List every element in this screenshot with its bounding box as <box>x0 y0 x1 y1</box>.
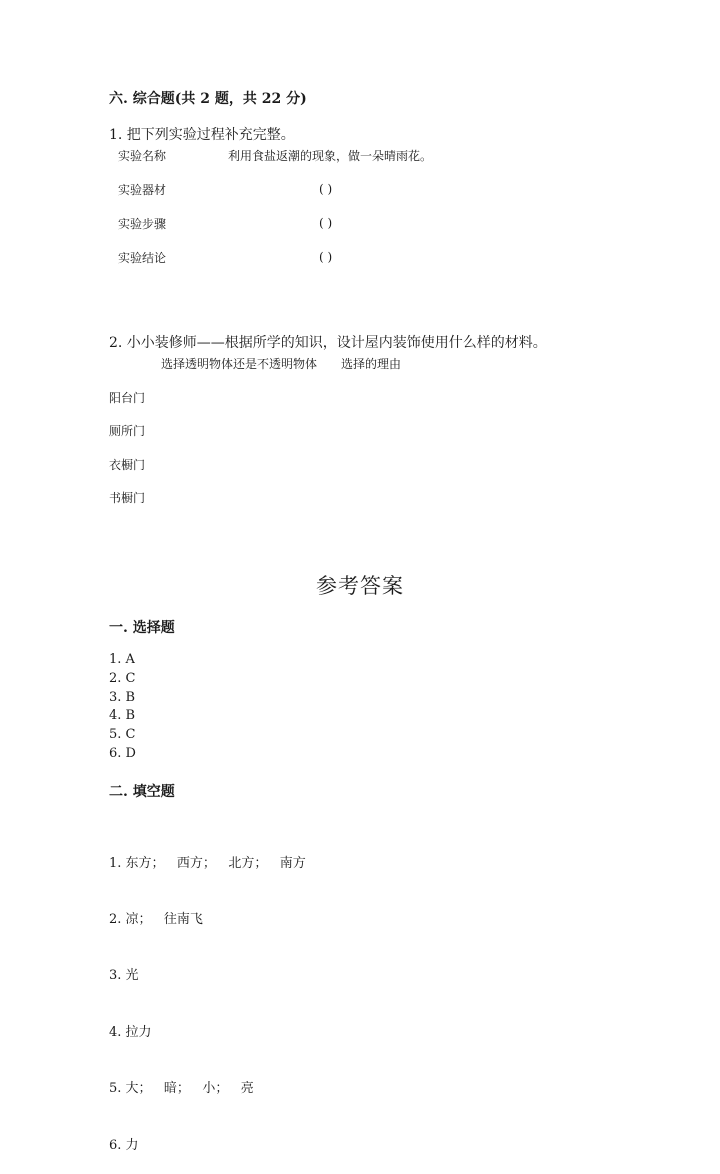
q2-row-label: 阳台门 <box>109 391 146 405</box>
answers-part2-list <box>109 817 306 1174</box>
q1-row-label: 实验器材 <box>118 183 167 197</box>
answer-item: 2. 凉； 往南飞 <box>109 911 203 927</box>
answer-item: 4. B <box>109 708 136 724</box>
q2-row-label: 书橱门 <box>109 491 146 505</box>
q1-row-blank: ( ) <box>319 250 333 264</box>
q2-row-label: 厕所门 <box>109 424 146 438</box>
answer-item: 4. 拉力 <box>109 1024 152 1040</box>
answer-item: 6. D <box>109 745 136 761</box>
q2-row-label: 衣橱门 <box>109 458 146 472</box>
q1-row-label: 实验结论 <box>118 251 167 265</box>
section6-heading: 六. 综合题(共 2 题，共 22 分) <box>109 91 307 107</box>
q2-col2-header: 选择的理由 <box>341 357 402 371</box>
q1-row-label: 实验步骤 <box>118 217 167 231</box>
q2-prompt: 2. 小小装修师——根据所学的知识，设计屋内装饰使用什么样的材料。 <box>109 335 547 351</box>
q1-name-label: 实验名称 <box>118 149 167 163</box>
q1-row-blank: ( ) <box>319 182 333 196</box>
answer-item: 5. 大； 暗； 小； 亮 <box>109 1081 254 1097</box>
answer-item: 5. C <box>109 727 136 743</box>
q1-name-value: 利用食盐返潮的现象，做一朵晴雨花。 <box>228 149 433 163</box>
answers-part1-heading: 一. 选择题 <box>109 620 175 636</box>
answers-title: 参考答案 <box>316 574 404 598</box>
answer-item: 6. 力 <box>109 1137 139 1153</box>
answers-part1-list <box>109 651 136 764</box>
answer-item: 1. 东方； 西方； 北方； 南方 <box>109 855 306 871</box>
answer-item: 2. C <box>109 670 136 686</box>
answer-item: 3. B <box>109 689 136 705</box>
answer-item: 1. A <box>109 652 135 667</box>
answer-item: 3. 光 <box>109 968 139 984</box>
answers-part2-heading: 二. 填空题 <box>109 784 175 800</box>
q1-prompt: 1. 把下列实验过程补充完整。 <box>109 127 295 143</box>
q2-col1-header: 选择透明物体还是不透明物体 <box>161 357 318 371</box>
q1-row-blank: ( ) <box>319 216 333 230</box>
